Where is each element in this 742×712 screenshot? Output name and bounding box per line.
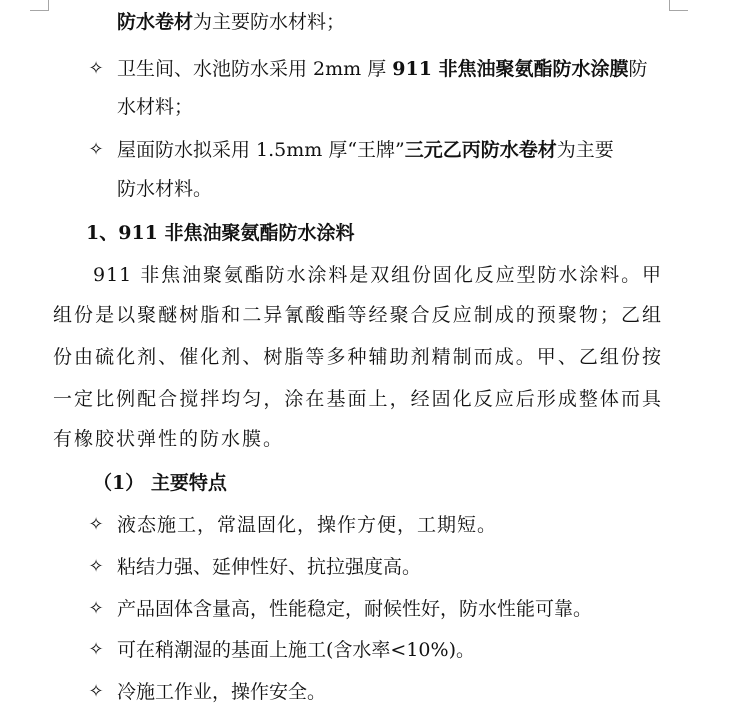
- bullet-continuation-line: [117, 10, 345, 34]
- bullet-diamond-icon: ✧: [88, 556, 104, 577]
- bullet-diamond-icon: ✧: [88, 514, 104, 535]
- paragraph-line: 有橡胶状弹性的防水膜。: [53, 428, 285, 450]
- bullet-diamond-icon: ✧: [88, 598, 104, 619]
- paragraph-line: 911 非焦油聚氨酯防水涂料是双组份固化反应型防水涂料。甲: [93, 264, 662, 286]
- paragraph-line: 组份是以聚醚树脂和二异氰酸酯等经聚合反应制成的预聚物；乙组: [53, 304, 662, 326]
- page-corner-mark-right: [669, 0, 688, 11]
- paragraph-line: 份由硫化剂、催化剂、树脂等多种辅助剂精制而成。甲、乙组份按: [53, 346, 662, 368]
- text-span: 卫生间、水池防水采用 2mm 厚: [117, 58, 393, 80]
- bold-term: 三元乙丙防水卷材: [404, 139, 557, 161]
- bullet-item-continuation: 防水材料。: [117, 178, 213, 200]
- text-span: 屋面防水拟采用 1.5mm 厚“王牌”: [117, 139, 405, 161]
- bullet-diamond-icon: ✧: [88, 681, 104, 702]
- paragraph-line: 一定比例配合搅拌均匀，涂在基面上，经固化反应后形成整体而具: [53, 388, 662, 410]
- bold-term: 911 非焦油聚氨酯防水涂膜: [392, 58, 629, 80]
- bullet-diamond-icon: ✧: [88, 139, 104, 160]
- text-span: 防: [628, 58, 648, 80]
- feature-item: 可在稍潮湿的基面上施工(含水率<10%)。: [117, 639, 475, 661]
- page-corner-mark-left: [30, 0, 49, 11]
- feature-item: 产品固体含量高，性能稳定，耐候性好，防水性能可靠。: [117, 598, 593, 620]
- bullet-diamond-icon: ✧: [88, 639, 104, 660]
- text-span: 为主要防水材料；: [193, 11, 346, 33]
- bold-term: 防水卷材: [117, 11, 194, 33]
- bullet-item: [117, 138, 614, 162]
- subheading: （1） 主要特点: [93, 472, 227, 494]
- feature-item: 粘结力强、延伸性好、抗拉强度高。: [117, 556, 422, 578]
- feature-item: 液态施工，常温固化，操作方便，工期短。: [117, 514, 498, 536]
- text-span: 为主要: [556, 139, 614, 161]
- bullet-item-continuation: 水材料；: [117, 96, 194, 118]
- section-heading: 1、911 非焦油聚氨酯防水涂料: [86, 222, 355, 244]
- feature-item: 冷施工作业，操作安全。: [117, 681, 327, 703]
- bullet-item: [117, 57, 648, 81]
- bullet-diamond-icon: ✧: [88, 58, 104, 79]
